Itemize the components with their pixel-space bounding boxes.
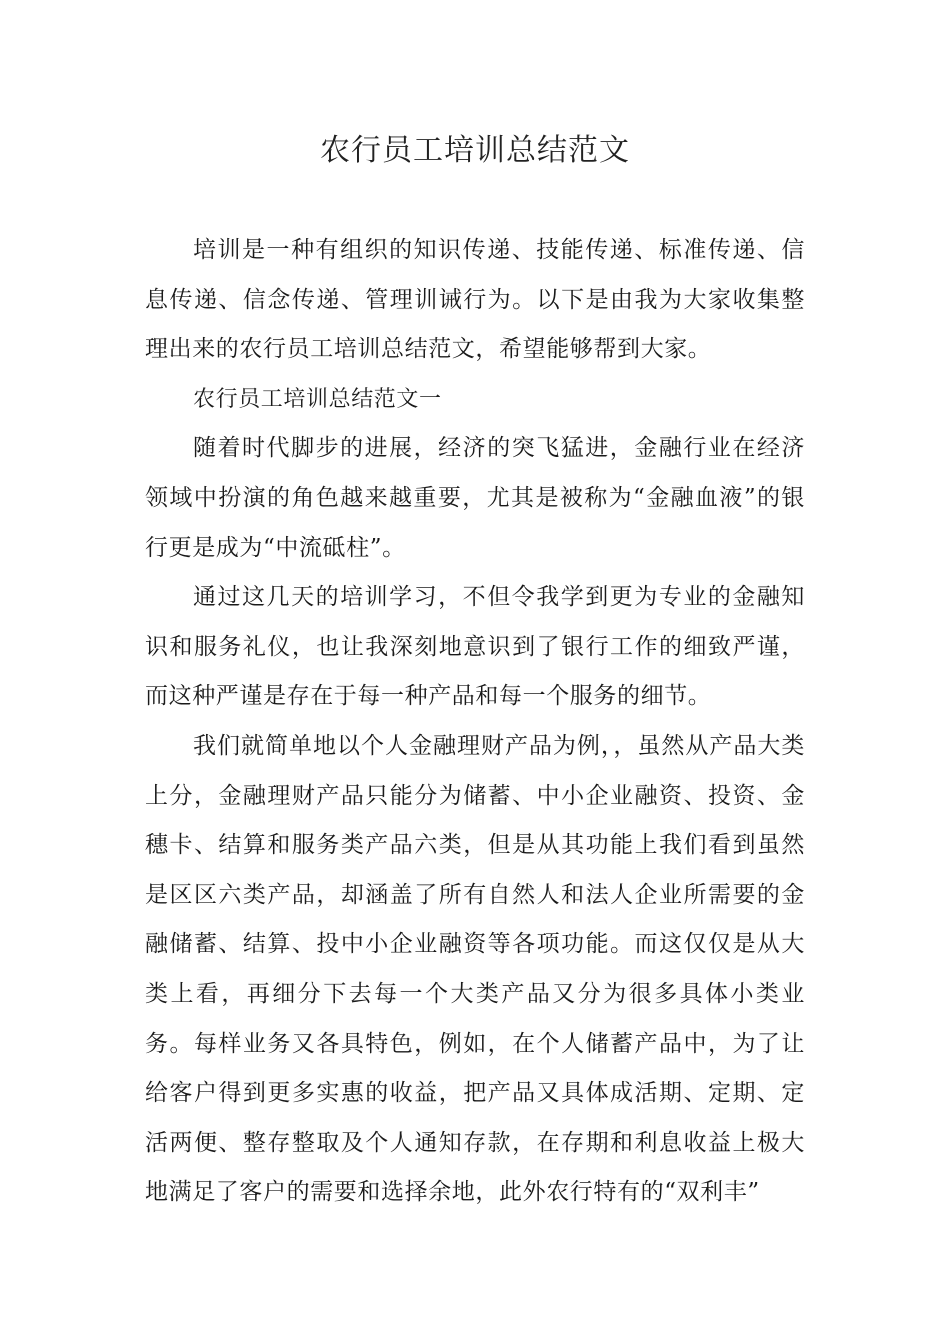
section-heading: 农行员工培训总结范文一 bbox=[193, 386, 442, 412]
paragraph-1: 随着时代脚步的进展，经济的突飞猛进，金融行业在经济领域中扮演的角色越来越重要，尤其是被称为“金融血液”的银行更是成为“中流砥柱”。 bbox=[145, 435, 805, 561]
paragraph-intro: 培训是一种有组织的知识传递、技能传递、标准传递、信息传递、信念传递、管理训诫行为。以下是由我为大家收集整理出来的农行员工培训总结范文，希望能够帮到大家。 bbox=[145, 237, 805, 363]
paragraph-2: 通过这几天的培训学习，不但令我学到更为专业的金融知识和服务礼仪，也让我深刻地意识到了银行工作的细致严谨，而这种严谨是存在于每一种产品和每一个服务的细节。 bbox=[145, 584, 805, 710]
document-title: 农行员工培训总结范文 bbox=[320, 133, 630, 168]
document-body bbox=[145, 226, 805, 1218]
paragraph-3: 我们就简单地以个人金融理财产品为例，，虽然从产品大类上分，金融理财产品只能分为储蓄、中小企业融资、投资、金穗卡、结算和服务类产品六类，但是从其功能上我们看到虽然是区区六类产品，却涵盖了所有自然人和法人企业所需要的金融储蓄、结算、投中小企业融资等各项功能。而这仅仅是从大类上看，再细分下去每一个大类产品又分为很多具体小类业务。每样业务又各具特色，例如，在个人储蓄产品中，为了让给客户得到更多实惠的收益，把产品又具体成活期、定期、定活两便、整存整取及个人通知存款，在存期和利息收益上极大地满足了客户的需要和选择余地，此外农行特有的“双利丰” bbox=[145, 732, 805, 1206]
